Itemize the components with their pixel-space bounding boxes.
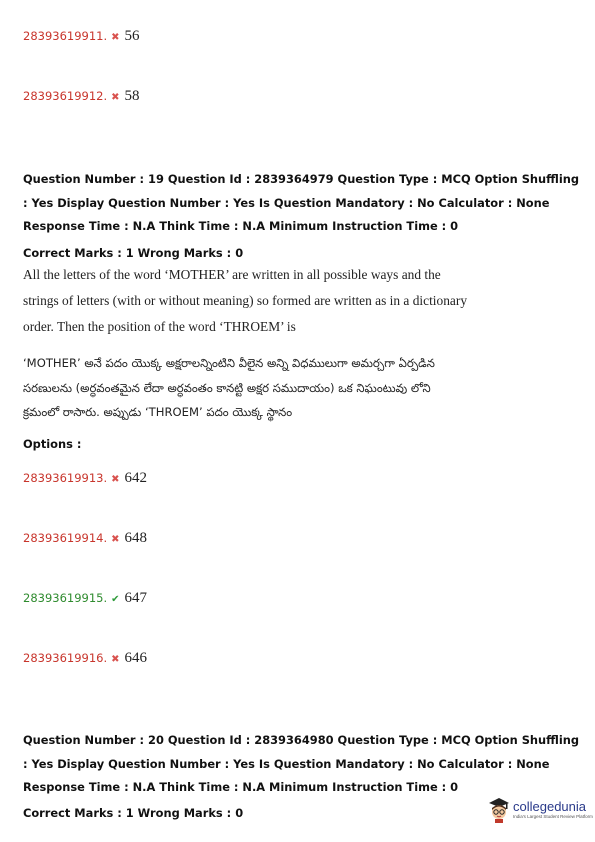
question-header: Question Number : 19 Question Id : 2839364979 Question Type : MCQ Option Shuffling : Yes Display Question Number : Yes Is Question Mandatory : No Calculator : None Response Time : N.A Think Time : N.A Minimum Instruction Time : 0 [23, 172, 579, 233]
option-row [23, 530, 147, 547]
question-header: Question Number : 20 Question Id : 2839364980 Question Type : MCQ Option Shuffling : Yes Display Question Number : Yes Is Question Mandatory : No Calculator : None Response Time : N.A Think Time : N.A Minimum Instruction Time : 0 [23, 733, 579, 794]
logo-tagline: India's Largest Student Review Platform [513, 814, 593, 819]
option-value: 647 [124, 590, 148, 606]
question-marks: Correct Marks : 1 Wrong Marks : 0 [23, 806, 244, 820]
option-value: 56 [124, 28, 140, 44]
question-text-english: All the letters of the word ‘MOTHER’ are written in all possible ways and the strings of letters (with or without meaning) so formed are written as in a dictionary order. Then the position of the word ‘THROEM’ is [23, 267, 468, 334]
option-id: 28393619912. [23, 89, 108, 103]
option-id: 28393619914. [23, 531, 108, 545]
option-id: 28393619913. [23, 471, 108, 485]
question-marks: Correct Marks : 1 Wrong Marks : 0 [23, 246, 244, 260]
check-icon: ✔ [111, 594, 120, 605]
option-row [23, 590, 147, 607]
option-row [23, 88, 140, 105]
option-row [23, 28, 140, 45]
option-row [23, 650, 147, 667]
cross-icon: ✖ [111, 474, 120, 485]
collegedunia-logo [488, 797, 593, 823]
cross-icon: ✖ [111, 654, 120, 665]
logo-name: collegedunia [513, 799, 587, 814]
question-text-telugu: ‘MOTHER’ అనే పదం యొక్క అక్షరాలన్నింటిని వీలైన అన్ని విధములుగా అమర్చగా ఏర్పడిన సరణులను (అర్ధవంతమైన లేదా అర్ధవంతం కానట్టి అక్షర సముదాయం) ఒక నిఘంటువు లోని క్రమంలో రాసారు. అప్పుడు ‘THROEM’ పదం యొక్క స్థానం [23, 356, 435, 419]
cross-icon: ✖ [111, 534, 120, 545]
cross-icon: ✖ [111, 32, 120, 43]
options-label: Options : [23, 437, 82, 451]
option-value: 642 [124, 470, 148, 486]
option-id: 28393619915. [23, 591, 108, 605]
cross-icon: ✖ [111, 92, 120, 103]
option-id: 28393619911. [23, 29, 108, 43]
option-value: 648 [124, 530, 148, 546]
option-row [23, 470, 147, 487]
option-value: 646 [124, 650, 148, 666]
graduate-mascot-icon [488, 797, 510, 823]
option-value: 58 [124, 88, 140, 104]
option-id: 28393619916. [23, 651, 108, 665]
